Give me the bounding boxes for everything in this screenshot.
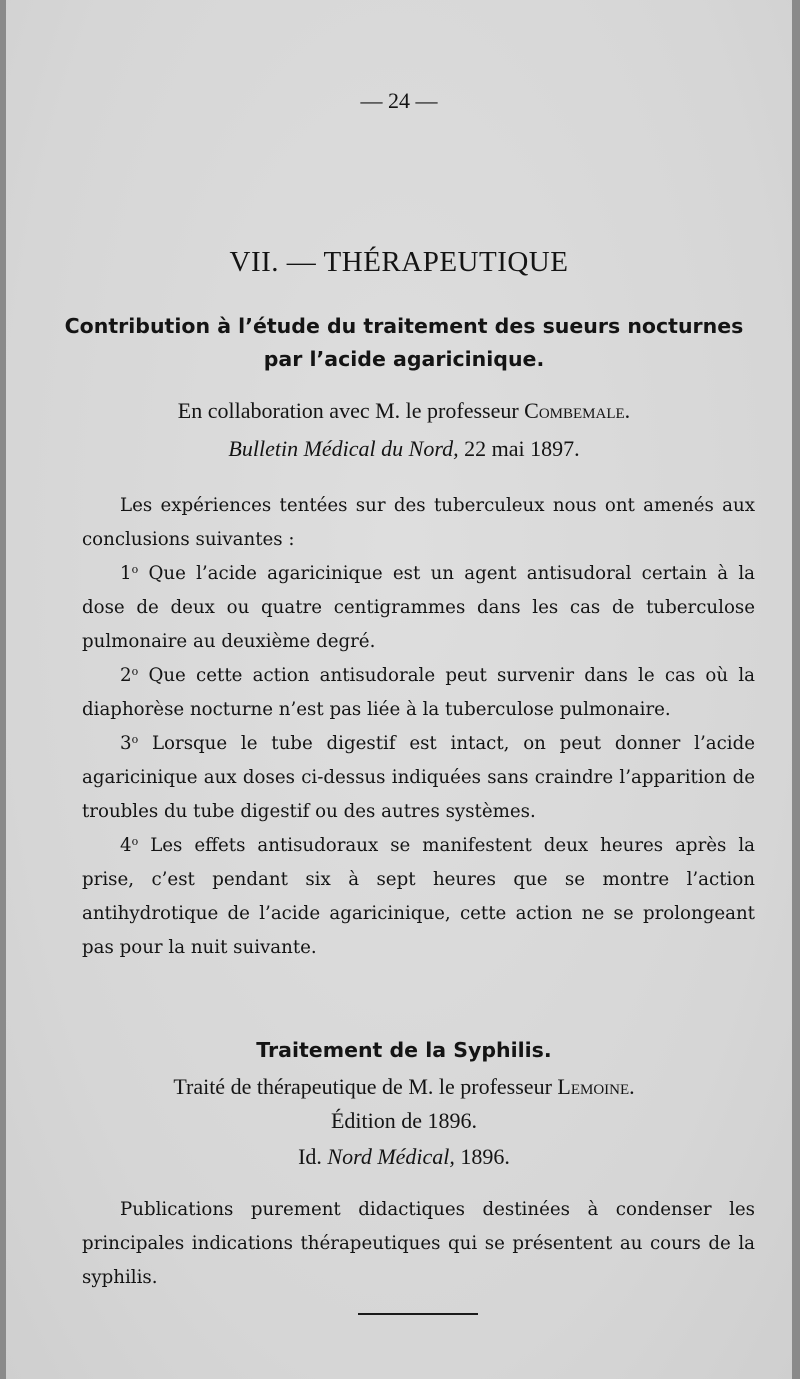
reference-prefix: Traité de thérapeutique de M. le professeur <box>173 1074 552 1099</box>
ordinal-mark: o <box>131 835 139 848</box>
collaboration-line <box>46 394 762 428</box>
collaboration-prefix: En collaboration avec M. le professeur <box>177 398 519 423</box>
conclusion-point <box>82 727 755 829</box>
ordinal-mark: o <box>131 665 139 678</box>
reference-line <box>46 1140 762 1174</box>
article-title-line: par l’acide agaricinique. <box>263 347 545 371</box>
document-page <box>6 0 792 1379</box>
reference-treatise <box>46 1070 762 1104</box>
ordinal-mark: o <box>131 733 139 746</box>
article-title: Traitement de la Syphilis. <box>256 1038 552 1062</box>
end-rule <box>358 1313 478 1315</box>
point-text: Que cette action antisudorale peut survenir dans le cas où la diaphorèse nocturne n’est pas liée à la tuberculose pulmonaire. <box>82 665 755 720</box>
article-title <box>46 310 762 376</box>
conclusion-point <box>82 557 755 659</box>
point-number: 2 <box>120 665 132 686</box>
point-text: Lorsque le tube digestif est intact, on peut donner l’acide agaricinique aux doses ci-dessus indiquées sans craindre l’apparition de troubles du tube digestif ou des autres systèmes. <box>82 733 755 822</box>
journal-name: Bulletin Médical du Nord, <box>228 436 459 461</box>
journal-date: 22 mai 1897. <box>464 436 580 461</box>
reference-id: Id. <box>298 1144 322 1169</box>
point-number: 3 <box>120 733 132 754</box>
reference-line <box>46 1070 762 1138</box>
collaborator-name: Combemale. <box>524 398 631 423</box>
ordinal-mark: o <box>131 563 139 576</box>
article-body <box>82 489 755 965</box>
journal-name: Nord Médical, <box>327 1144 455 1169</box>
body-paragraph: Publications purement didactiques destinées à condenser les principales indications thérapeutiques qui se présentent au cours de la syphilis. <box>82 1199 755 1288</box>
point-number: 4 <box>120 835 132 856</box>
conclusion-point <box>82 659 755 727</box>
journal-year: 1896. <box>460 1144 510 1169</box>
page-number: — 24 — <box>360 88 438 113</box>
point-number: 1 <box>120 563 132 584</box>
article-body <box>82 1193 755 1295</box>
intro-paragraph: Les expériences tentées sur des tuberculeux nous ont amenés aux conclusions suivantes : <box>82 495 755 550</box>
point-text: Que l’acide agaricinique est un agent antisudoral certain à la dose de deux ou quatre centigrammes dans les cas de tuberculose pulmonaire au deuxième degré. <box>82 563 755 652</box>
section-heading: VII. — THÉRAPEUTIQUE <box>229 246 569 278</box>
journal-citation <box>46 432 762 466</box>
article-title-line: Contribution à l’étude du traitement des sueurs nocturnes <box>64 314 744 338</box>
author-name: Lemoine. <box>557 1074 635 1099</box>
point-text: Les effets antisudoraux se manifestent deux heures après la prise, c’est pendant six à sept heures que se montre l’action antihydrotique de l’acide agaricinique, cette action ne se prolongeant pas pour la nuit suivante. <box>82 835 755 958</box>
reference-edition: Édition de 1896. <box>330 1108 478 1133</box>
conclusion-point <box>82 829 755 965</box>
